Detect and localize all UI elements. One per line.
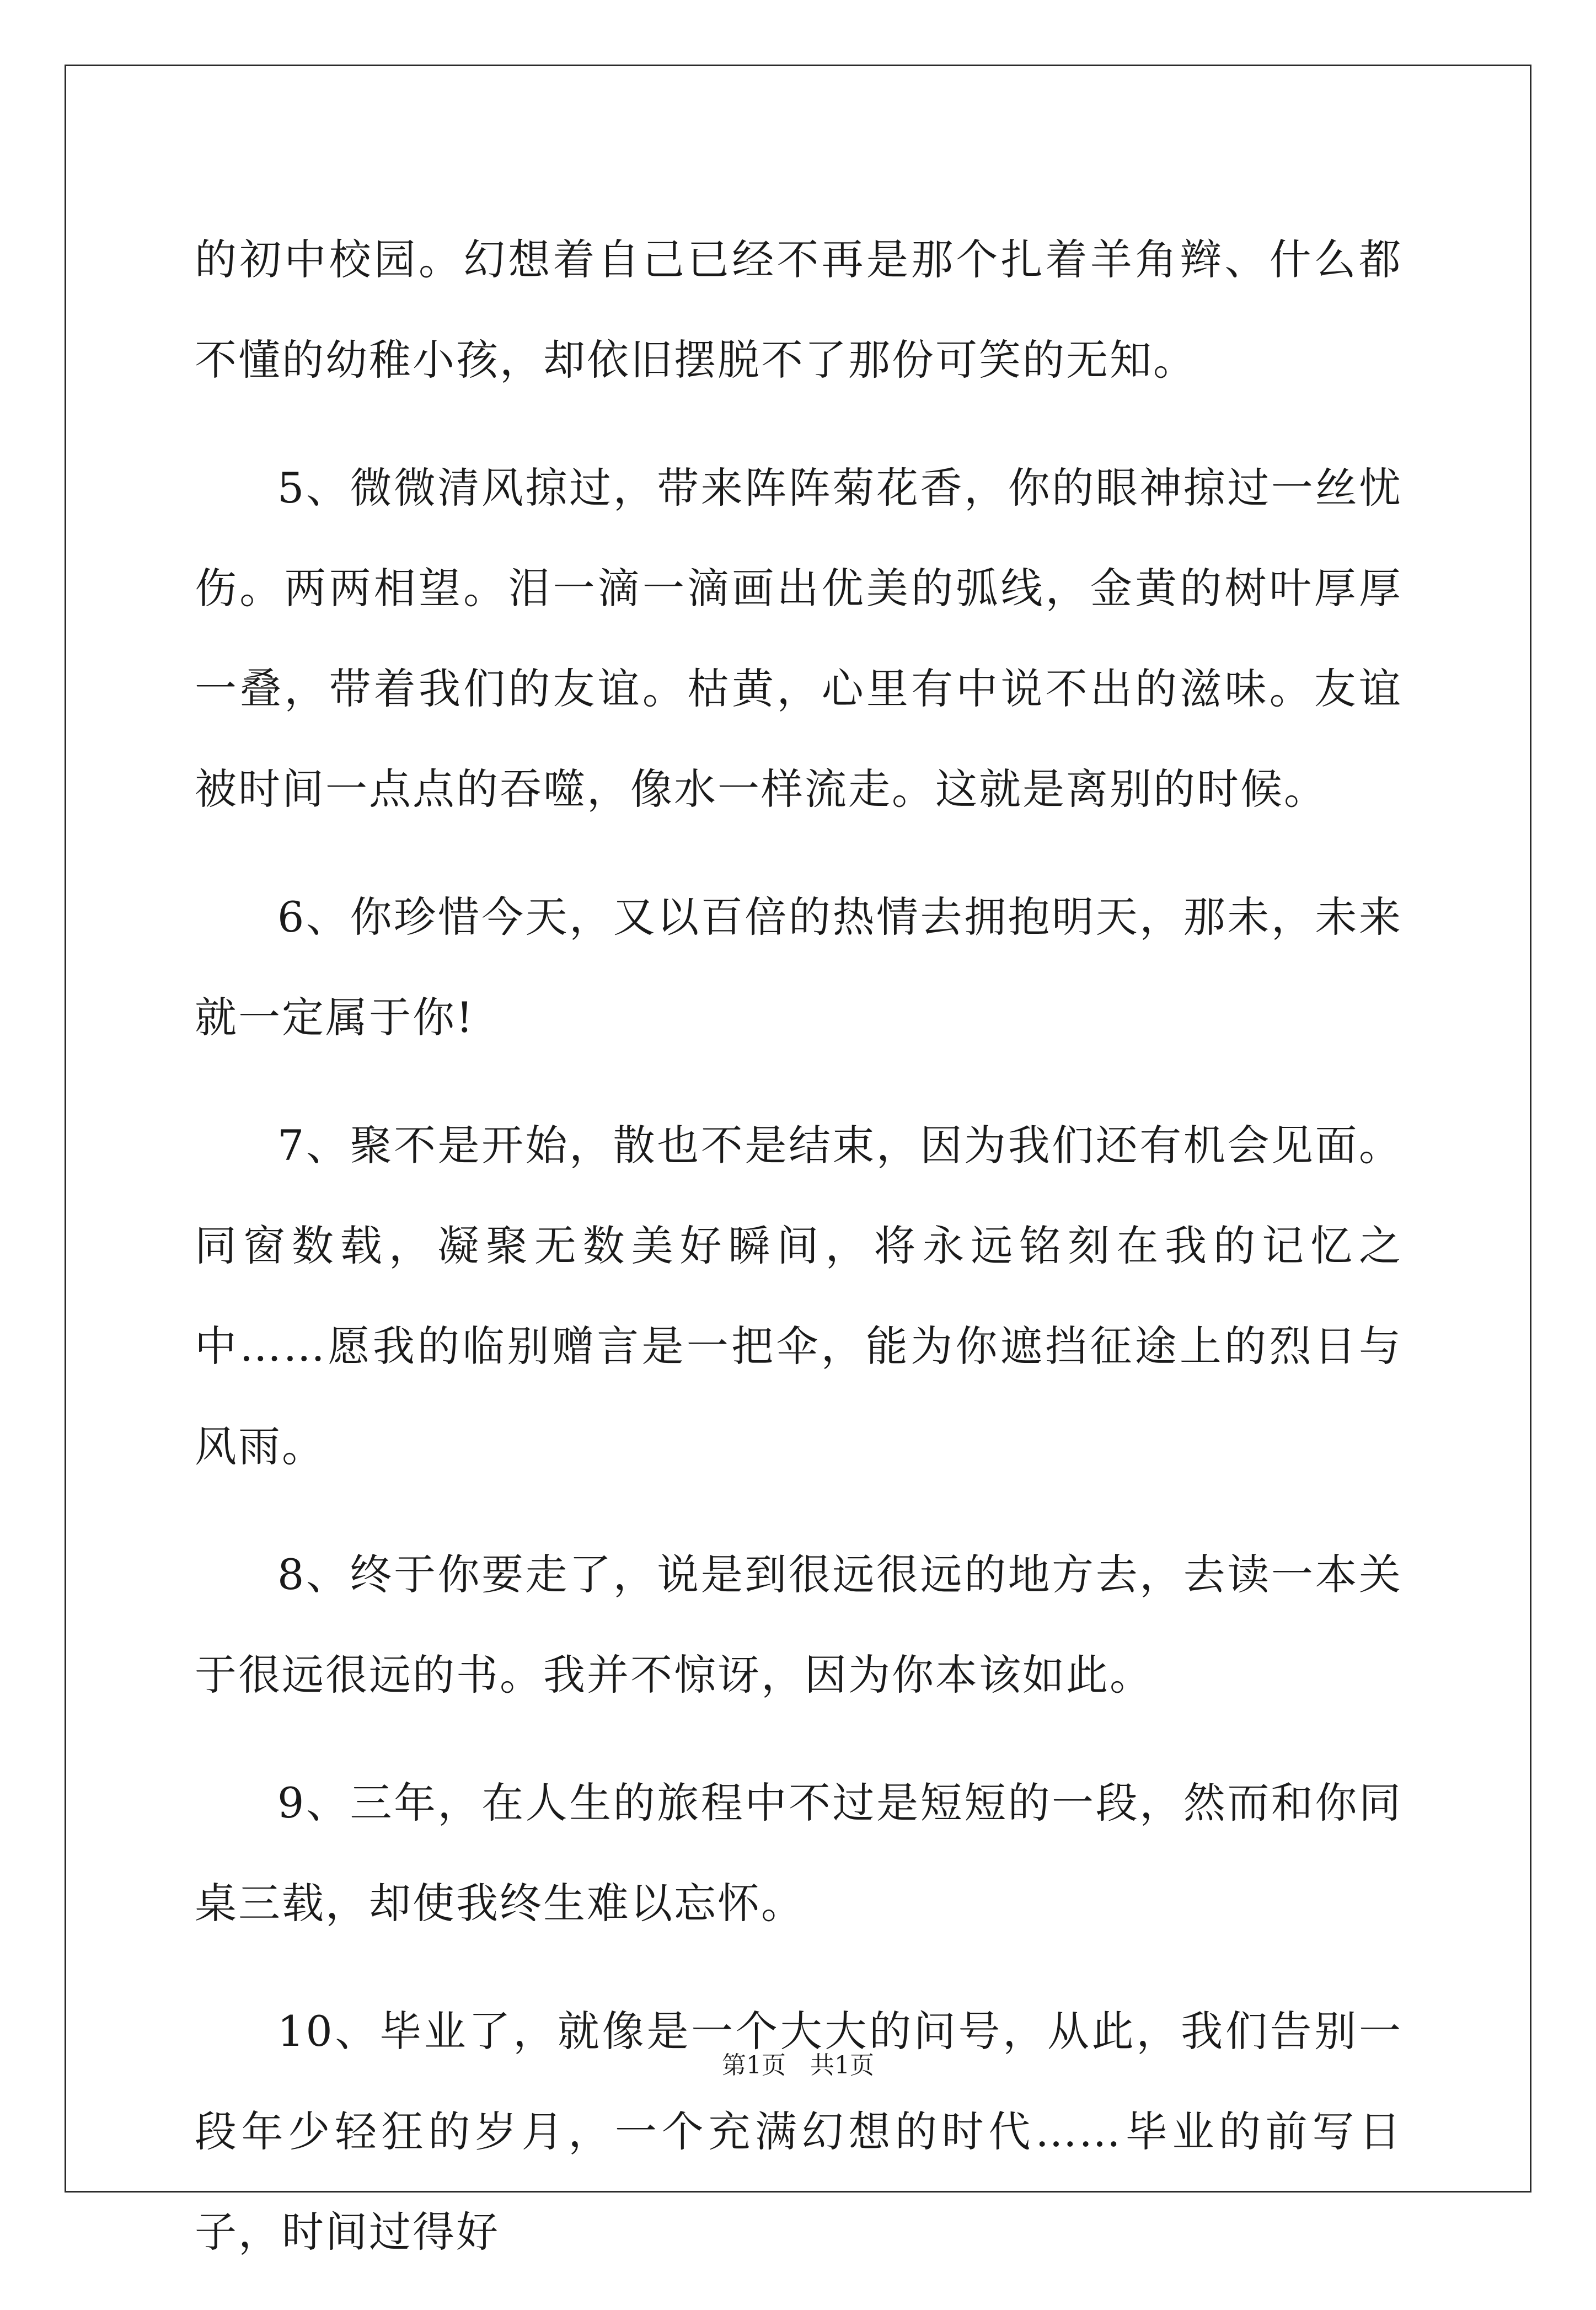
paragraph-6: 6、你珍惜今天，又以百倍的热情去拥抱明天，那未，未来就一定属于你!: [195, 892, 1402, 1042]
paragraph-7: 7、聚不是开始，散也不是结束，因为我们还有机会见面。同窗数载，凝聚无数美好瞬间，将永远铭刻在我的记忆之中……愿我的临别赠言是一把伞，能为你遮挡征途上的烈日与风雨。: [195, 1121, 1402, 1471]
paragraph-10: 10、毕业了，就像是一个大大的问号，从此，我们告别一段年少轻狂的岁月，一个充满幻想的时代……毕业的前写日子，时间过得好: [195, 2007, 1402, 2256]
paragraph-8: 8、终于你要走了，说是到很远很远的地方去，去读一本关于很远很远的书。我并不惊讶，因为你本该如此。: [195, 1550, 1402, 1699]
paragraph-9: 9、三年，在人生的旅程中不过是短短的一段，然而和你同桌三载，却使我终生难以忘怀。: [195, 1778, 1402, 1928]
page-footer: 第1页 共1页: [722, 2051, 874, 2079]
paragraph-continued: 的初中校园。幻想着自己已经不再是那个扎着羊角辫、什么都不懂的幼稚小孩，却依旧摆脱不了那份可笑的无知。: [195, 235, 1402, 384]
document-body: [195, 210, 1402, 2310]
paragraph-5: 5、微微清风掠过，带来阵阵菊花香，你的眼神掠过一丝忧伤。两两相望。泪一滴一滴画出优美的弧线，金黄的树叶厚厚一叠，带着我们的友谊。枯黄，心里有中说不出的滋味。友谊被时间一点点的吞噬，像水一样流走。这就是离别的时候。: [195, 463, 1402, 814]
